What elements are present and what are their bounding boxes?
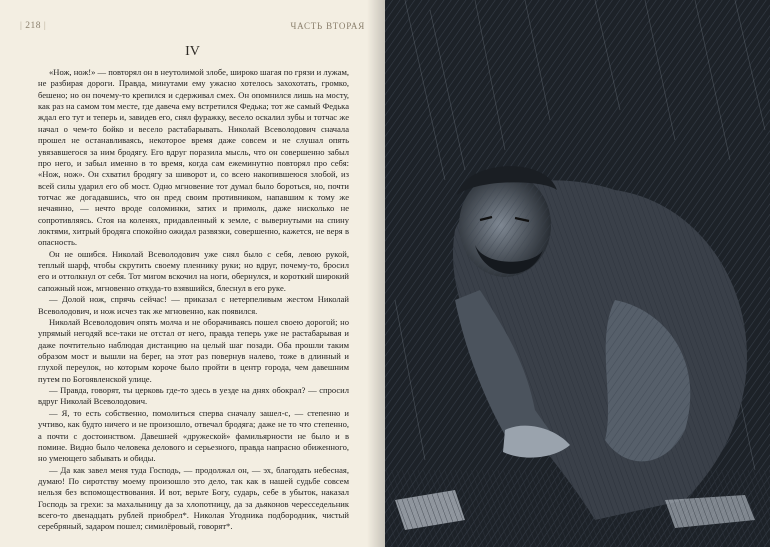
ground: [385, 470, 770, 547]
paragraph: Он не ошибся. Николай Всеволодович уже снял было с себя, левою рукой, теплый шарф, чтобы скрутить своему пленнику руки; но вдруг, почему-то, бросил его и оттолкнул от себя. Тот мигом вскочил на ноги, обернулся, и короткий широкий сапожный нож, мгновенно откуда-то взявшийся, блеснул в его руке.: [38, 248, 349, 293]
page-number-value: 218: [25, 21, 42, 31]
paragraph: — Долой нож, спрячь сейчас! — приказал с нетерпеливым жестом Николай Всеволодович, и нож исчез так же мгновенно, как появился.: [38, 294, 349, 316]
paragraph: — Правда, говорят, ты церковь где-то здесь в уезде на днях обокрал? — спросил вдруг Николай Всеволодович.: [38, 385, 349, 407]
paragraph: Николай Всеволодович опять молча и не оборачиваясь пошел своею дорогой; но упрямый негодяй все-таки не отстал от него, правда теперь уже не растабарывая и даже почтительно наблюдая дистанцию на целый шаг позади. Оба прошли таким образом мост и вышли на берег, на этот раз повернув налево, тоже в длинный и глухой переулок, но которым короче было пройти в центр города, чем давешним путем по Богоявленской улице.: [38, 316, 349, 384]
paragraph: «Нож, нож!» — повторял он в неутолимой злобе, широко шагая по грязи и лужам, не разбирая дороги. Правда, минутами ему ужасно хотелось захохотать, громко, бешено; но он почему-то крепился и сдерживал смех. Он опомнился лишь на мосту, как раз на самом том месте, где давеча ему встретился Федька; тот же самый Федька ждал его тут и теперь и, завидев его, снял фуражку, весело оскалил зубы и тотчас же начал о чем-то бойко и весело растабарывать. Николай Всеволодович сначала прошел не останавливаясь, некоторое время даже совсем и не слушал опять увязавшегося за ним бродягу. Его вдруг поразила мысль, что он совершенно забыл про него, и забыл именно в то время, когда сам ежеминутно повторял про себя: «Нож, нож». Он схватил бродягу за шиворот и, со всею накопившеюся злобой, из всей силы ударил его об мост. Одно мгновение тот думал было бороться, но, почти тотчас же догадавшись, что он пред своим противником, напавшим к тому же нечаянно, — нечто вроде соломинки, затих и примолк, даже нисколько не сопротивляясь. Стоя на коленях, придавленный к земле, с вывернутыми на спину локтями, хитрый бродяга спокойно ожидал развязки, совершенно, кажется, не веря в опасность.: [38, 67, 349, 248]
gutter-shadow: [367, 0, 385, 547]
paragraph: — Я, то есть собственно, помолиться сперва сначалу зашел-с, — степенно и учтиво, как будто ничего и не произошло, отвечал бродяга; даже не то что степенно, а почти с достоинством. Давешней «дружеской» фамильярности не было и в помине. Видно было человека делового и серьезного, правда напрасно обиженного, но умеющего забывать и обиды.: [38, 407, 349, 464]
section-title: ЧАСТЬ ВТОРАЯ: [290, 21, 365, 31]
running-header: [20, 21, 365, 35]
body-text: [38, 67, 349, 533]
illustration: [385, 0, 770, 547]
paragraph: — Да как завел меня туда Господь, — продолжал он, — эх, благодать небесная, думаю! По сиротству моему произошло это дело, так как в нашей судьбе совсем нельзя без вспомоществования. И вот, верьте Богу, сударь, себе в убыток, наказал Господь за грехи: за махалыницу да за хлопотницу, да за дьяконов чересседельник всего-то двенадцать рублей приобрел*. Николая Угодника подбородник, чистый серебряный, задаром пошел; симилёровый, говорят*.: [38, 464, 349, 532]
right-page: [385, 0, 770, 547]
page-number: | 218 |: [20, 21, 47, 31]
chapter-number: IV: [185, 44, 200, 59]
